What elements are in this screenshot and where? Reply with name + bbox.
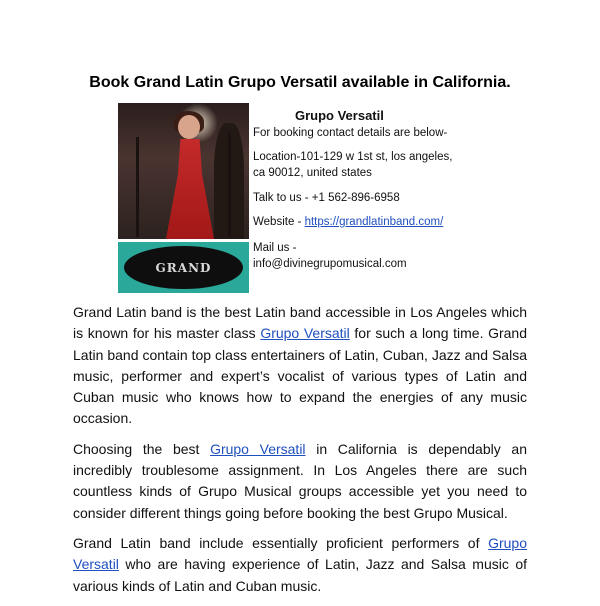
mail-address: info@divinegrupomusical.com <box>253 258 407 270</box>
p3-text-b: who are having experience of Latin, Jazz and Salsa music of various kinds of Latin and Cuban music. <box>73 556 527 594</box>
p1-text-a: Grand Latin band is the best Latin band accessible in Los Angeles which is known for his master class <box>73 304 527 342</box>
paragraph-2 <box>73 439 527 524</box>
website-label: Website - <box>253 216 305 228</box>
singer-face <box>178 115 200 139</box>
page-title: Book Grand Latin Grupo Versatil available in California. <box>89 74 511 91</box>
info-band-name: Grupo Versatil <box>295 108 384 123</box>
logo-oval <box>124 246 243 289</box>
location-line-2: ca 90012, united states <box>253 167 372 179</box>
phone-line: Talk to us - +1 562-896-6958 <box>253 192 400 204</box>
band-logo <box>118 242 249 293</box>
article-body <box>73 302 527 606</box>
booking-line: For booking contact details are below- <box>253 127 448 139</box>
p1-text-b: for such a long time. Grand Latin band contain top class entertainers of Latin, Cuban, Jazz and Salsa music, performer and expert’s vocalist of various types of Latin and Cuban music who knows how to expand the energies of any music occasion. <box>73 325 527 427</box>
website-line <box>253 216 443 228</box>
logo-text: GRAND <box>155 260 212 275</box>
mic-stand-left <box>136 137 139 237</box>
singer-dress <box>166 139 214 239</box>
grupo-versatil-link-2[interactable]: Grupo Versatil <box>210 440 306 457</box>
grupo-versatil-link-1[interactable]: Grupo Versatil <box>260 325 350 342</box>
paragraph-1 <box>73 302 527 430</box>
p2-text-b: in California is dependably an incredibly troublesome assignment. In Los Angeles there are such countless kinds of Grupo Musical groups accessible yet you need to consider different things going before booking the best Grupo Musical. <box>73 440 527 521</box>
singer-photo <box>118 103 249 239</box>
mail-label: Mail us - <box>253 242 297 254</box>
paragraph-3 <box>73 533 527 597</box>
location-line-1: Location-101-129 w 1st st, los angeles, <box>253 151 453 163</box>
contact-banner <box>118 103 478 293</box>
website-link[interactable]: https://grandlatinband.com/ <box>304 216 444 228</box>
grupo-versatil-link-3[interactable]: Grupo Versatil <box>73 534 527 573</box>
p3-text-a: Grand Latin band include essentially proficient performers of <box>73 534 489 551</box>
p2-text-a: Choosing the best <box>73 440 211 457</box>
mic-stand-right <box>228 133 231 237</box>
